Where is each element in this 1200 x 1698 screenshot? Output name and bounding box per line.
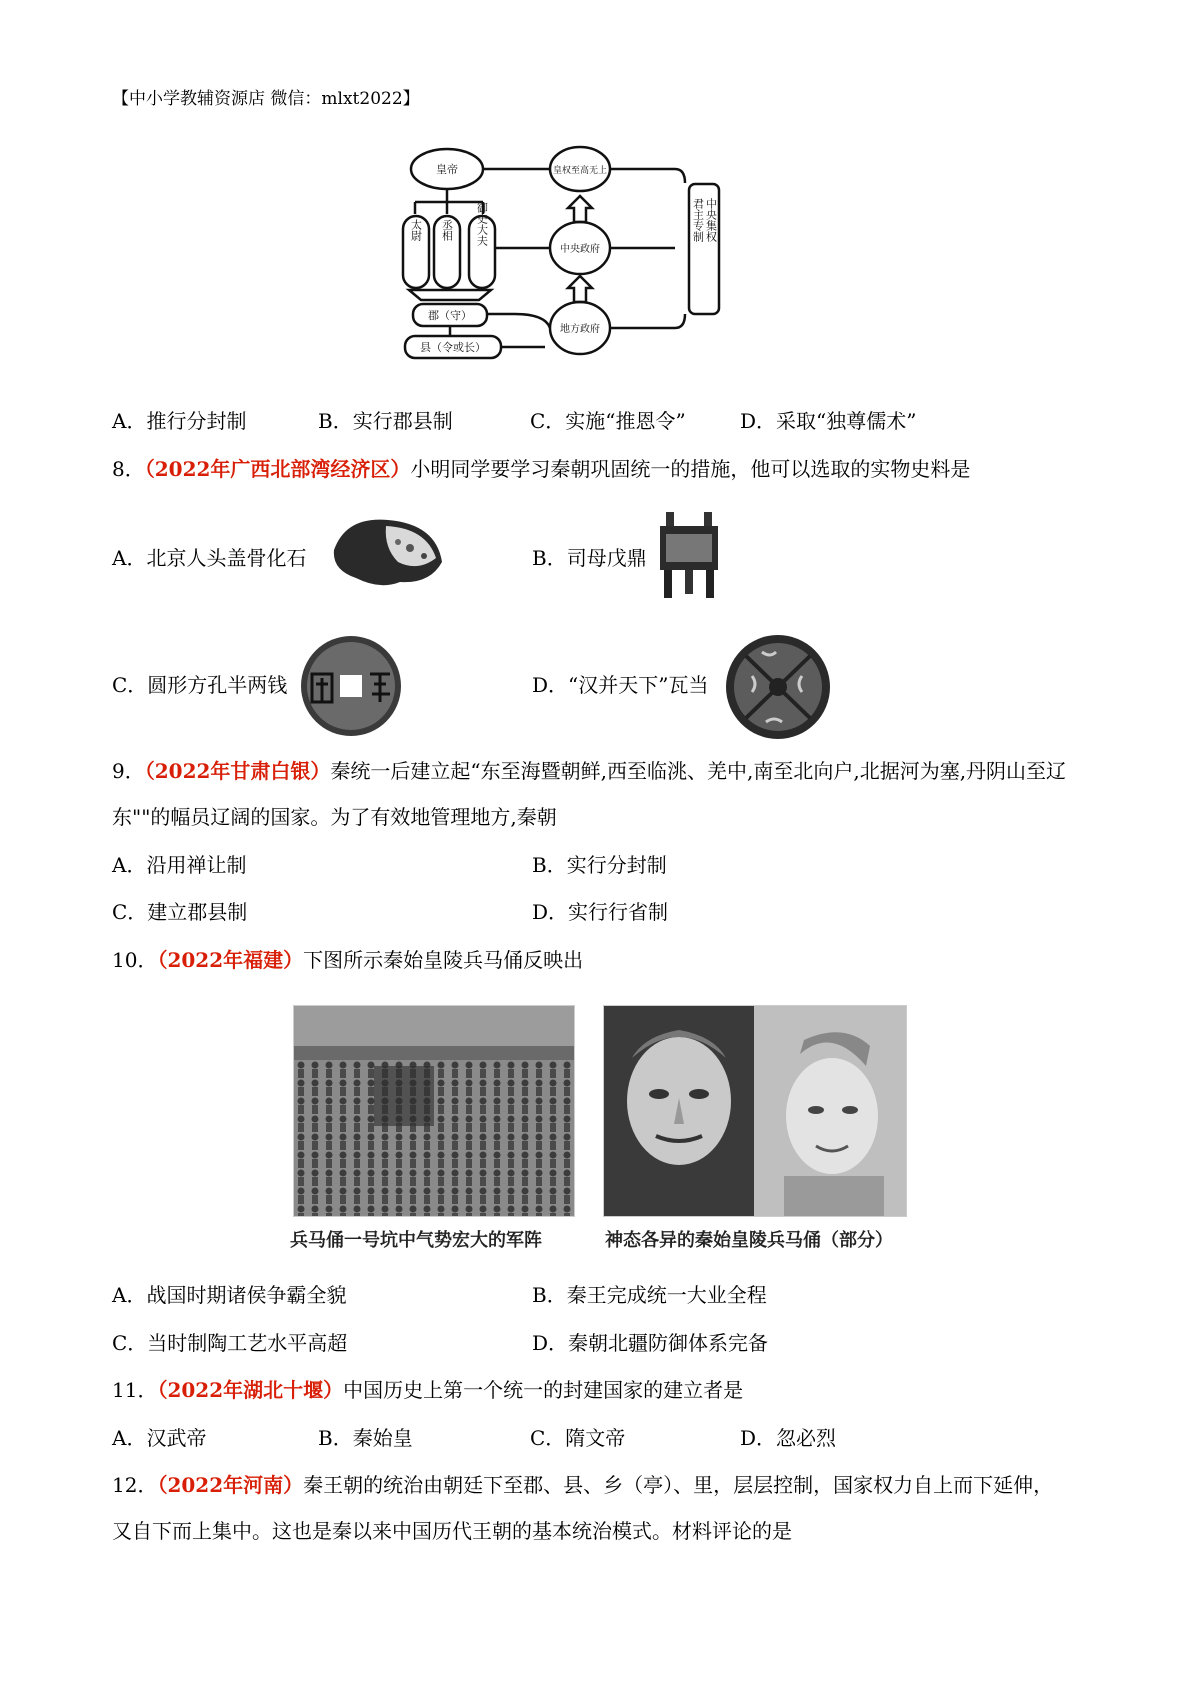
official-label-1: 太尉	[409, 219, 423, 241]
q8-stem: 8．（2022年广西北部湾经济区）小明同学要学习秦朝巩固统一的措施，他可以选取的实物史料是	[112, 457, 971, 481]
q11-option-b: B．秦始皇	[318, 1426, 413, 1450]
q11-stem: 11．（2022年湖北十堰）中国历史上第一个统一的封建国家的建立者是	[112, 1378, 744, 1402]
q7-option-b: B．实行郡县制	[318, 409, 453, 433]
terracotta-army-pit-image	[293, 1005, 575, 1217]
q11-option-c: C．隋文帝	[530, 1426, 626, 1450]
q8-option-b: B．司母戊鼎	[532, 546, 647, 570]
q10-option-d: D．秦朝北疆防御体系完备	[532, 1331, 769, 1355]
jun-label: 郡（守）	[428, 309, 472, 322]
page-header: 【中小学教辅资源店 微信：mlxt2022】	[112, 89, 420, 109]
simuwu-ding-image	[656, 506, 722, 602]
q9-stem-line1: 9．（2022年甘肃白银）秦统一后建立起“东至海暨朝鲜,西至临洮、羌中,南至北向户,北据河为塞,丹阴山至辽	[112, 759, 1067, 783]
q7-option-d: D．采取“独尊儒术”	[740, 409, 917, 433]
q7-option-c: C．实施“推恩令”	[530, 409, 686, 433]
official-label-3: 御史大夫	[475, 202, 489, 246]
wadang-tile-image	[722, 632, 834, 742]
official-label-2: 丞相	[440, 219, 454, 241]
skull-fossil-image	[326, 512, 448, 594]
q11-option-d: D．忽必烈	[740, 1426, 837, 1450]
q8-option-d: D．“汉并天下”瓦当	[532, 673, 709, 697]
qin-government-diagram	[395, 138, 735, 368]
side-label-1: 君主专制	[691, 198, 705, 242]
q8-option-a: A．北京人头盖骨化石	[112, 546, 307, 570]
banliang-coin-image	[298, 634, 404, 738]
q10-option-b: B．秦王完成统一大业全程	[532, 1283, 767, 1307]
center-mid-label: 中央政府	[560, 244, 600, 255]
q9-option-d: D．实行行省制	[532, 900, 669, 924]
q7-option-a: A．推行分封制	[112, 409, 247, 433]
xian-label: 县（令或长）	[420, 341, 486, 354]
center-top-label: 皇权至高无上	[552, 166, 608, 176]
q10-option-c: C．当时制陶工艺水平高超	[112, 1331, 348, 1355]
q10-stem: 10．（2022年福建）下图所示秦始皇陵兵马俑反映出	[112, 948, 584, 972]
caption-left: 兵马俑一号坑中气势宏大的军阵	[290, 1230, 542, 1251]
caption-right: 神态各异的秦始皇陵兵马俑（部分）	[605, 1230, 893, 1251]
q10-option-a: A．战国时期诸侯争霸全貌	[112, 1283, 347, 1307]
q11-option-a: A．汉武帝	[112, 1426, 207, 1450]
terracotta-warrior-faces-image	[603, 1005, 907, 1217]
center-bottom-label: 地方政府	[560, 324, 600, 335]
q9-option-c: C．建立郡县制	[112, 900, 248, 924]
q12-stem-line1: 12．（2022年河南）秦王朝的统治由朝廷下至郡、县、乡（亭）、里，层层控制，国家权力自上而下延伸，	[112, 1473, 1054, 1497]
side-label-2: 中央集权	[704, 198, 718, 242]
q9-option-b: B．实行分封制	[532, 853, 667, 877]
q9-stem-line2: 东""的幅员辽阔的国家。为了有效地管理地方,秦朝	[112, 805, 557, 829]
q8-option-c: C．圆形方孔半两钱	[112, 673, 288, 697]
q9-option-a: A．沿用禅让制	[112, 853, 247, 877]
emperor-label: 皇帝	[436, 163, 458, 176]
q12-stem-line2: 又自下而上集中。这也是秦以来中国历代王朝的基本统治模式。材料评论的是	[112, 1519, 792, 1543]
